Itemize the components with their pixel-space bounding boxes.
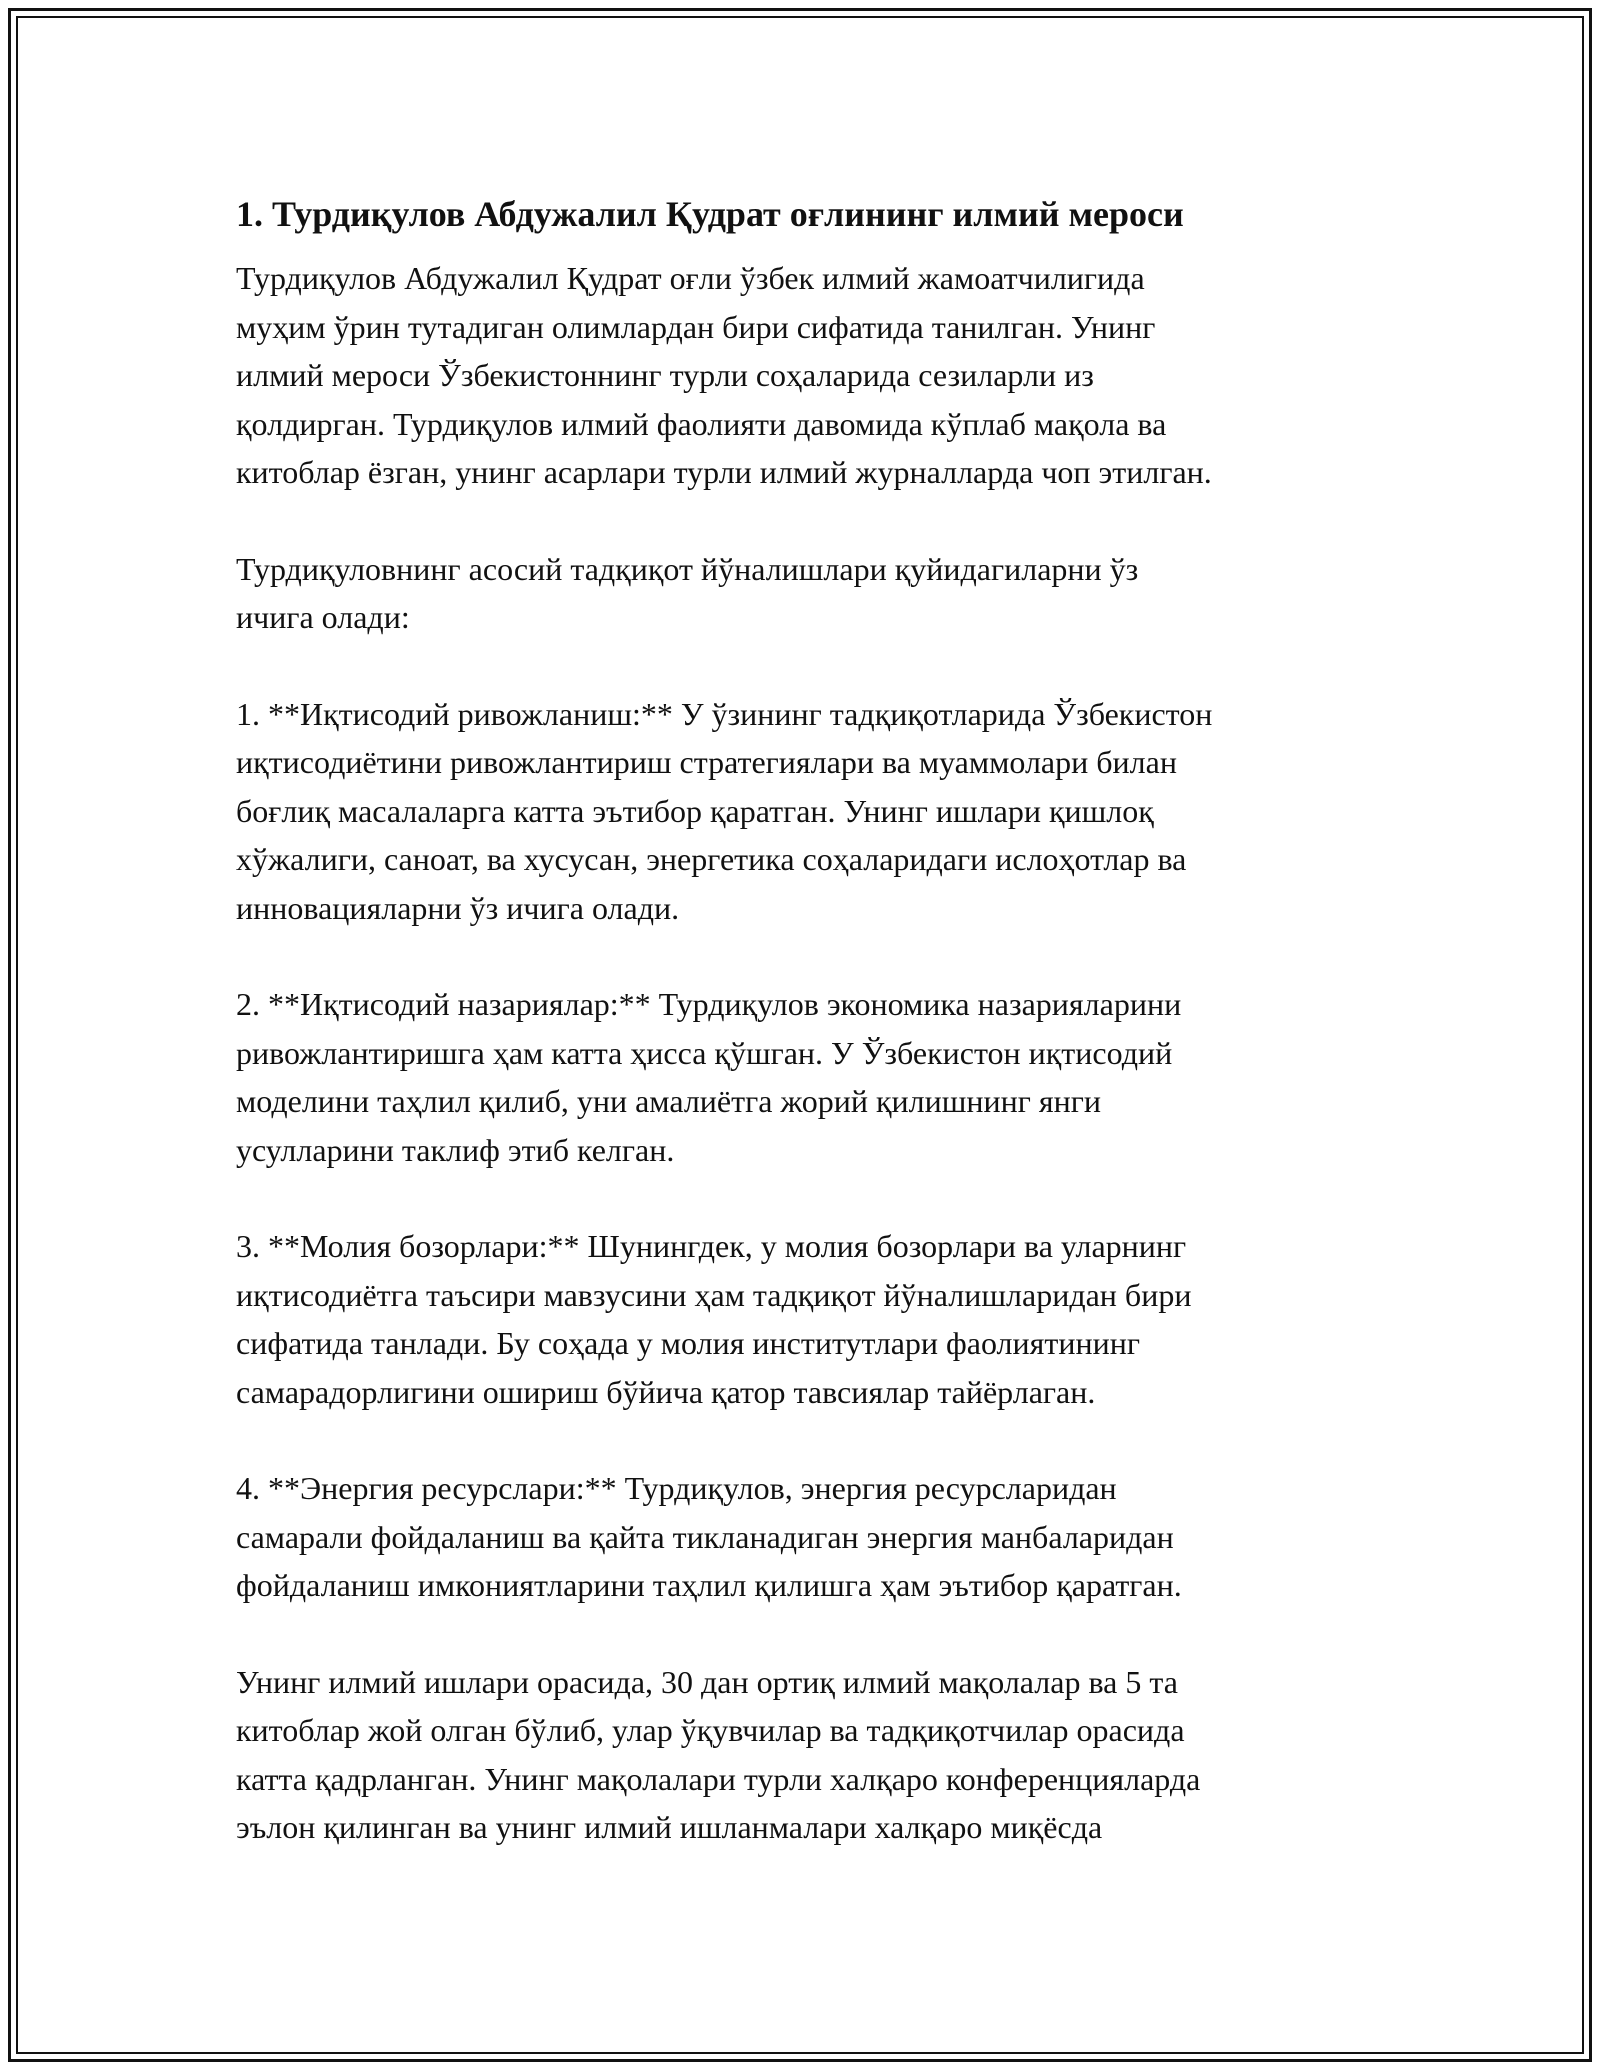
list-item-financial-markets — [236, 1222, 1376, 1416]
document-title: 1. Турдиқулов Абдужалил Қудрат оғлининг илмий мероси — [236, 194, 1184, 234]
text-line: Турдиқуловнинг асосий тадқиқот йўналишлари қуйидагиларни ўз — [236, 550, 1139, 587]
text-line: самарадорлигини ошириш бўйича қатор тавсиялар тайёрлаган. — [236, 1373, 1096, 1410]
paragraph-intro — [236, 254, 1376, 497]
list-item-economic-development — [236, 690, 1376, 933]
text-line: фойдаланиш имкониятларини таҳлил қилишга ҳам эътибор қаратган. — [236, 1567, 1182, 1603]
text-line: сифатида танлади. Бу соҳада у молия институтлари фаолиятининг — [236, 1325, 1140, 1361]
text-line: ривожлантиришга ҳам катта ҳисса қўшган. У Ўзбекистон иқтисодий — [236, 1034, 1173, 1071]
text-line: самарали фойдаланиш ва қайта тикланадиган энергия манбаларидан — [236, 1518, 1174, 1555]
text-line: боғлиқ масалаларга катта эътибор қаратган. Унинг ишлари қишлоқ — [236, 792, 1154, 829]
text-line: эълон қилинган ва унинг илмий ишланмалари халқаро миқёсда — [236, 1809, 1103, 1845]
text-line: 1. **Иқтисодий ривожланиш:** У ўзининг тадқиқотларида Ўзбекистон — [236, 695, 1213, 732]
list-item-energy-resources — [236, 1464, 1376, 1610]
text-line: илмий мероси Ўзбекистоннинг турли соҳаларида сезиларли из — [236, 357, 1094, 393]
paragraph-publications — [236, 1658, 1376, 1852]
paragraph-research-directions — [236, 545, 1376, 642]
text-line: усулларини таклиф этиб келган. — [236, 1131, 675, 1168]
text-line: моделини таҳлил қилиб, уни амалиётга жорий қилишнинг янги — [236, 1083, 1101, 1119]
list-item-economic-theories — [236, 980, 1376, 1174]
text-line: китоблар жой олган бўлиб, улар ўқувчилар ва тадқиқотчилар орасида — [236, 1712, 1185, 1748]
text-line: 4. **Энергия ресурслари:** Турдиқулов, энергия ресурсларидан — [236, 1470, 1117, 1506]
text-line: Турдиқулов Абдужалил Қудрат оғли ўзбек илмий жамоатчилигида — [236, 260, 1145, 296]
document-body — [236, 186, 1376, 1852]
text-line: катта қадрланган. Унинг мақолалари турли халқаро конференцияларда — [236, 1760, 1201, 1797]
text-line: Унинг илмий ишлари орасида, 30 дан ортиқ илмий мақолалар ва 5 та — [236, 1663, 1178, 1700]
text-line: муҳим ўрин тутадиган олимлардан бири сифатида танилган. Унинг — [236, 308, 1156, 345]
text-line: қолдирган. Турдиқулов илмий фаолияти давомида кўплаб мақола ва — [236, 405, 1167, 442]
text-line: хўжалиги, саноат, ва хусусан, энергетика соҳаларидаги ислоҳотлар ва — [236, 841, 1187, 877]
text-line: китоблар ёзган, унинг асарлари турли илмий журналларда чоп этилган. — [236, 454, 1212, 490]
text-line: ичига олади: — [236, 599, 410, 635]
text-line: 2. **Иқтисодий назариялар:** Турдиқулов экономика назарияларини — [236, 986, 1182, 1022]
text-line: инновацияларни ўз ичига олади. — [236, 889, 680, 926]
text-line: иқтисодиётини ривожлантириш стратегиялари ва муаммолари билан — [236, 744, 1177, 780]
text-line: иқтисодиётга таъсири мавзусини ҳам тадқиқот йўналишларидан бири — [236, 1276, 1192, 1313]
text-line: 3. **Молия бозорлари:** Шунингдек, у молия бозорлари ва уларнинг — [236, 1228, 1187, 1264]
